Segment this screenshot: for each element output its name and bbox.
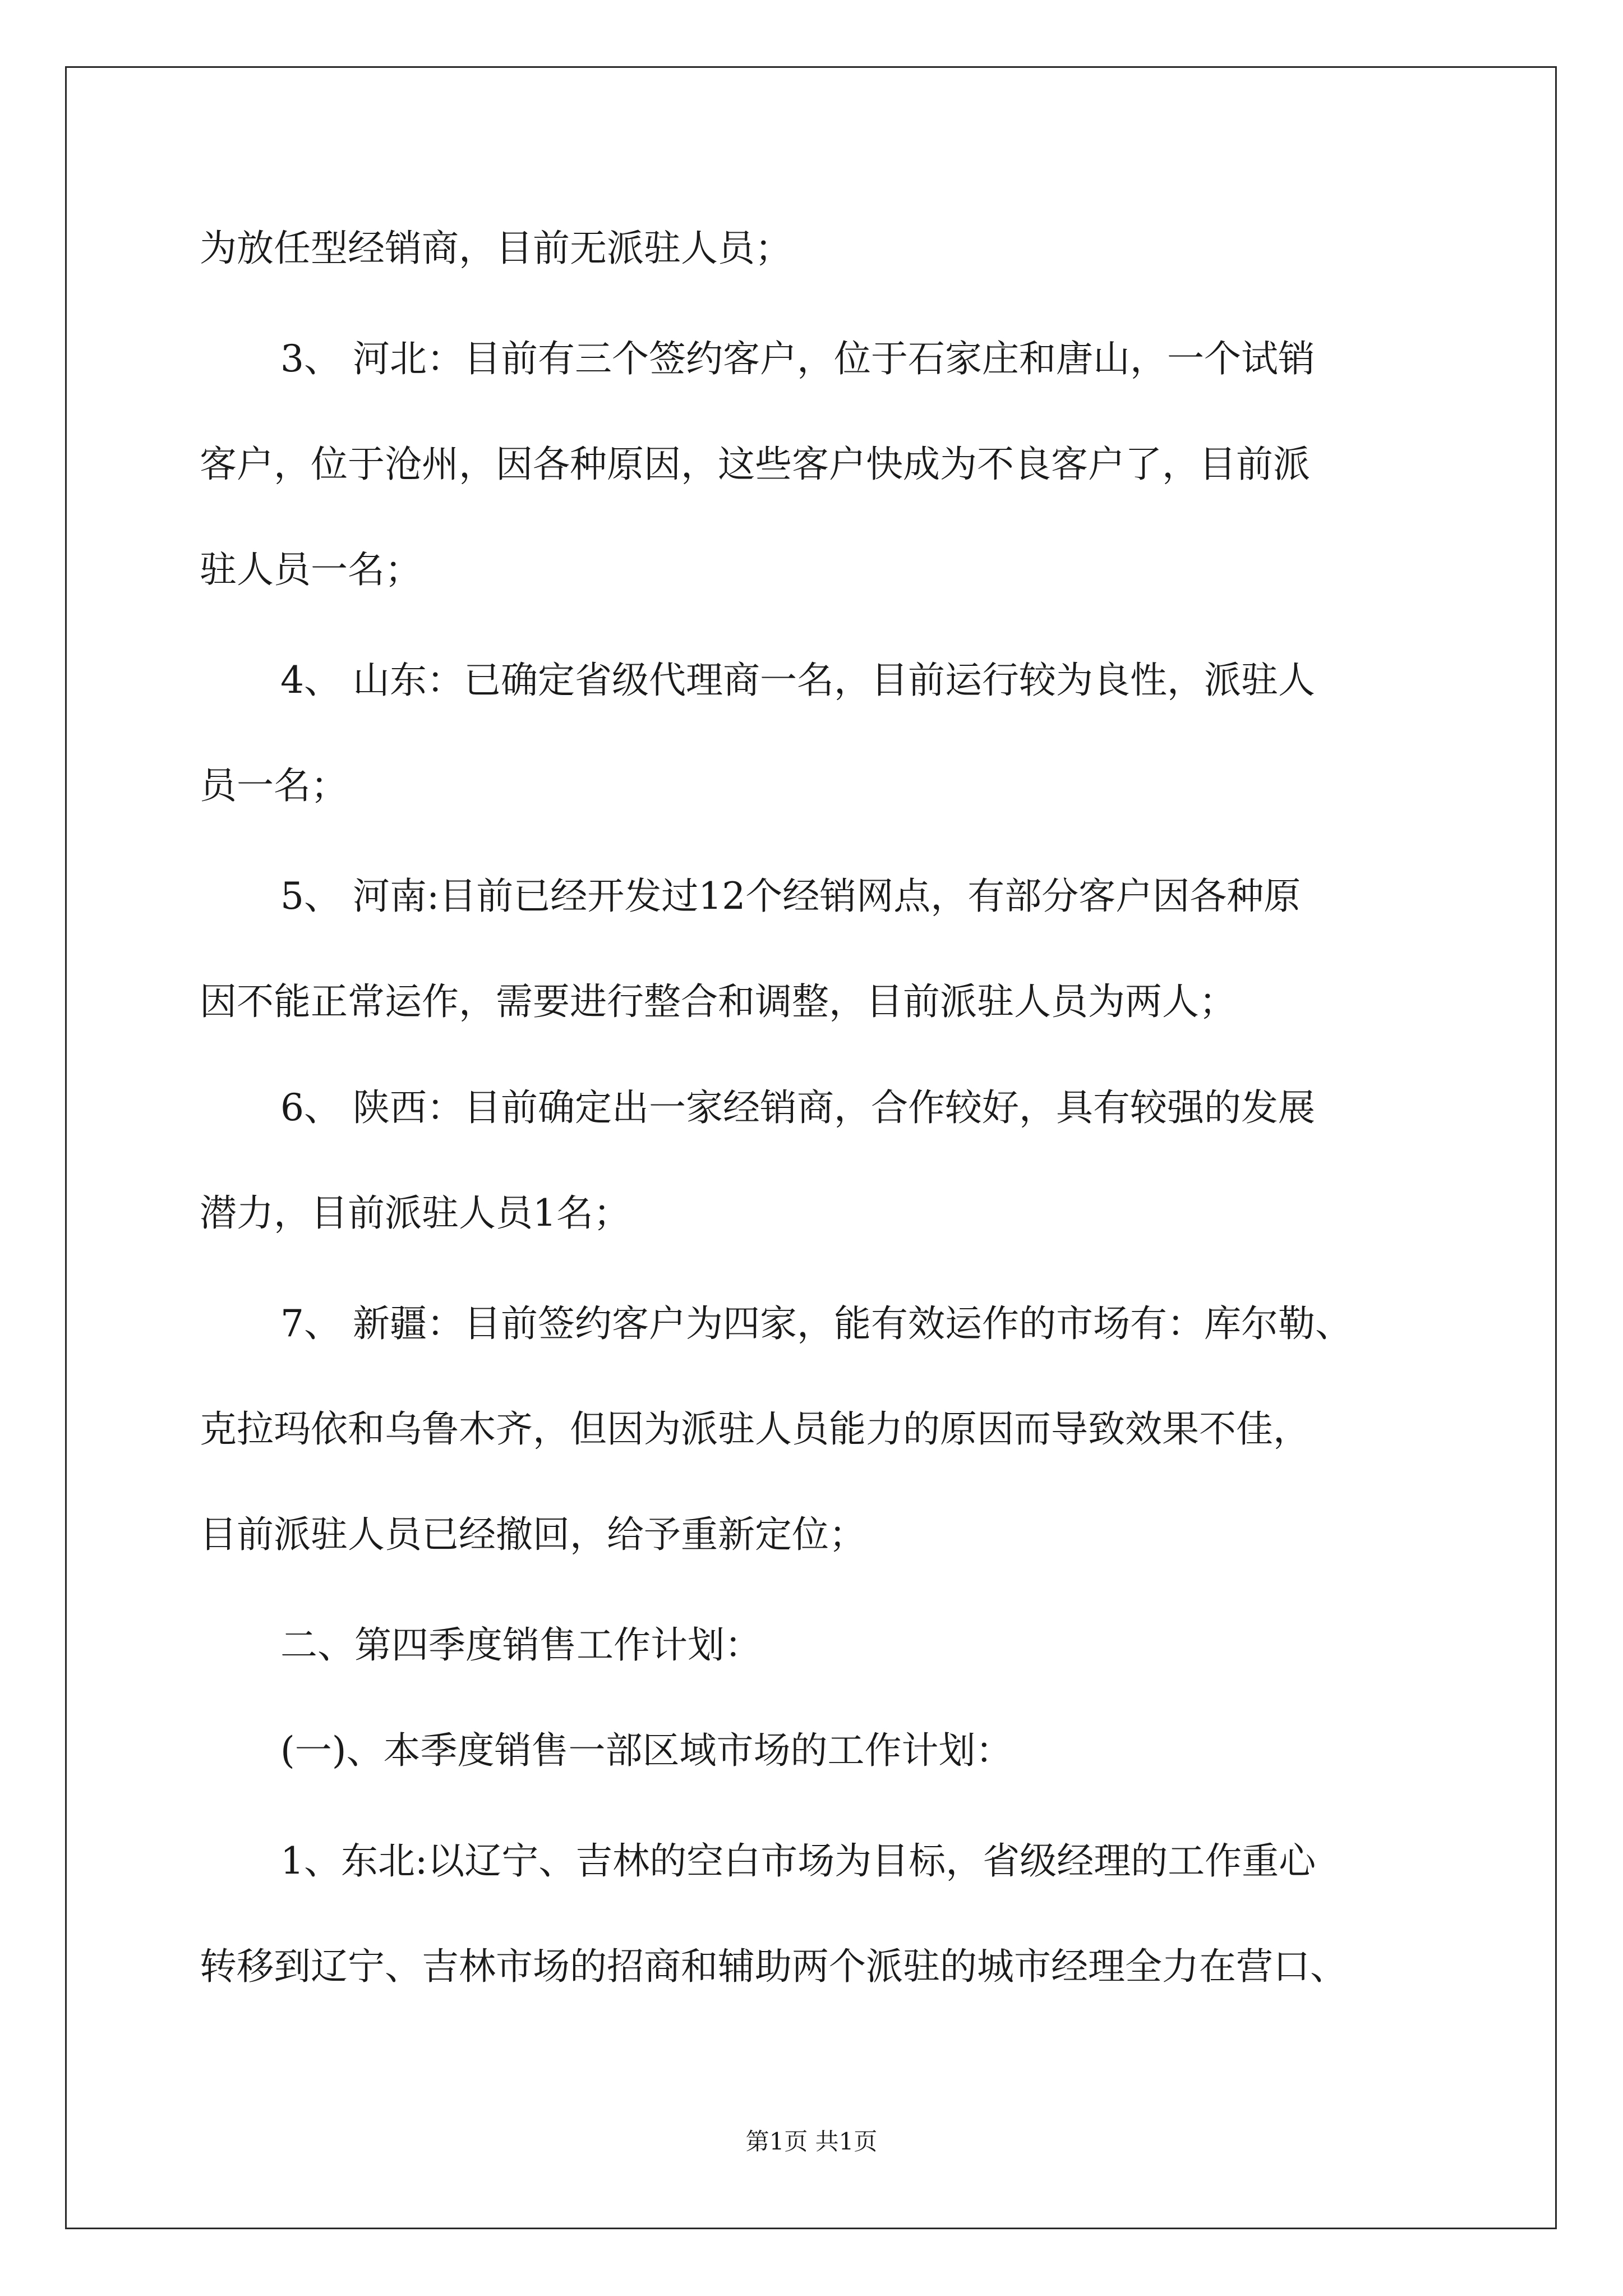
page-footer: 第1页 共1页 <box>745 2128 878 2155</box>
paragraph-line: 潜力，目前派驻人员1名； <box>200 1191 630 1235</box>
paragraph-line: 转移到辽宁、吉林市场的招商和辅助两个派驻的城市经理全力在营口、 <box>200 1945 1347 1988</box>
paragraph-line: 为放任型经销商，目前无派驻人员； <box>200 227 792 270</box>
paragraph-line: 6、 陕西：目前确定出一家经销商，合作较好，具有较强的发展 <box>280 1086 1315 1129</box>
paragraph-line: 5、 河南:目前已经开发过12个经销网点，有部分客户因各种原 <box>280 875 1301 918</box>
paragraph-line: 客户，位于沧州，因各种原因，这些客户快成为不良客户了，目前派 <box>200 443 1310 486</box>
paragraph-line: 因不能正常运作，需要进行整合和调整，目前派驻人员为两人； <box>200 980 1236 1023</box>
paragraph-line: 员一名； <box>200 764 348 807</box>
section-heading: 二、第四季度销售工作计划： <box>280 1623 762 1667</box>
paragraph-line: 目前派驻人员已经撤回，给予重新定位； <box>200 1513 866 1556</box>
paragraph-line: 4、 山东：已确定省级代理商一名，目前运行较为良性，派驻人 <box>280 659 1315 702</box>
paragraph-line: 7、 新疆：目前签约客户为四家，能有效运作的市场有：库尔勒、 <box>280 1302 1352 1345</box>
paragraph-line: 1、东北:以辽宁、吉林的空白市场为目标，省级经理的工作重心 <box>280 1839 1316 1883</box>
paragraph-line: 克拉玛依和乌鲁木齐，但因为派驻人员能力的原因而导致效果不佳， <box>200 1407 1310 1451</box>
paragraph-line: 驻人员一名； <box>200 548 422 591</box>
paragraph-line: 3、 河北：目前有三个签约客户，位于石家庄和唐山，一个试销 <box>280 337 1315 380</box>
page-border <box>65 66 1557 2229</box>
subsection-heading: (一)、本季度销售一部区域市场的工作计划： <box>280 1729 1013 1772</box>
